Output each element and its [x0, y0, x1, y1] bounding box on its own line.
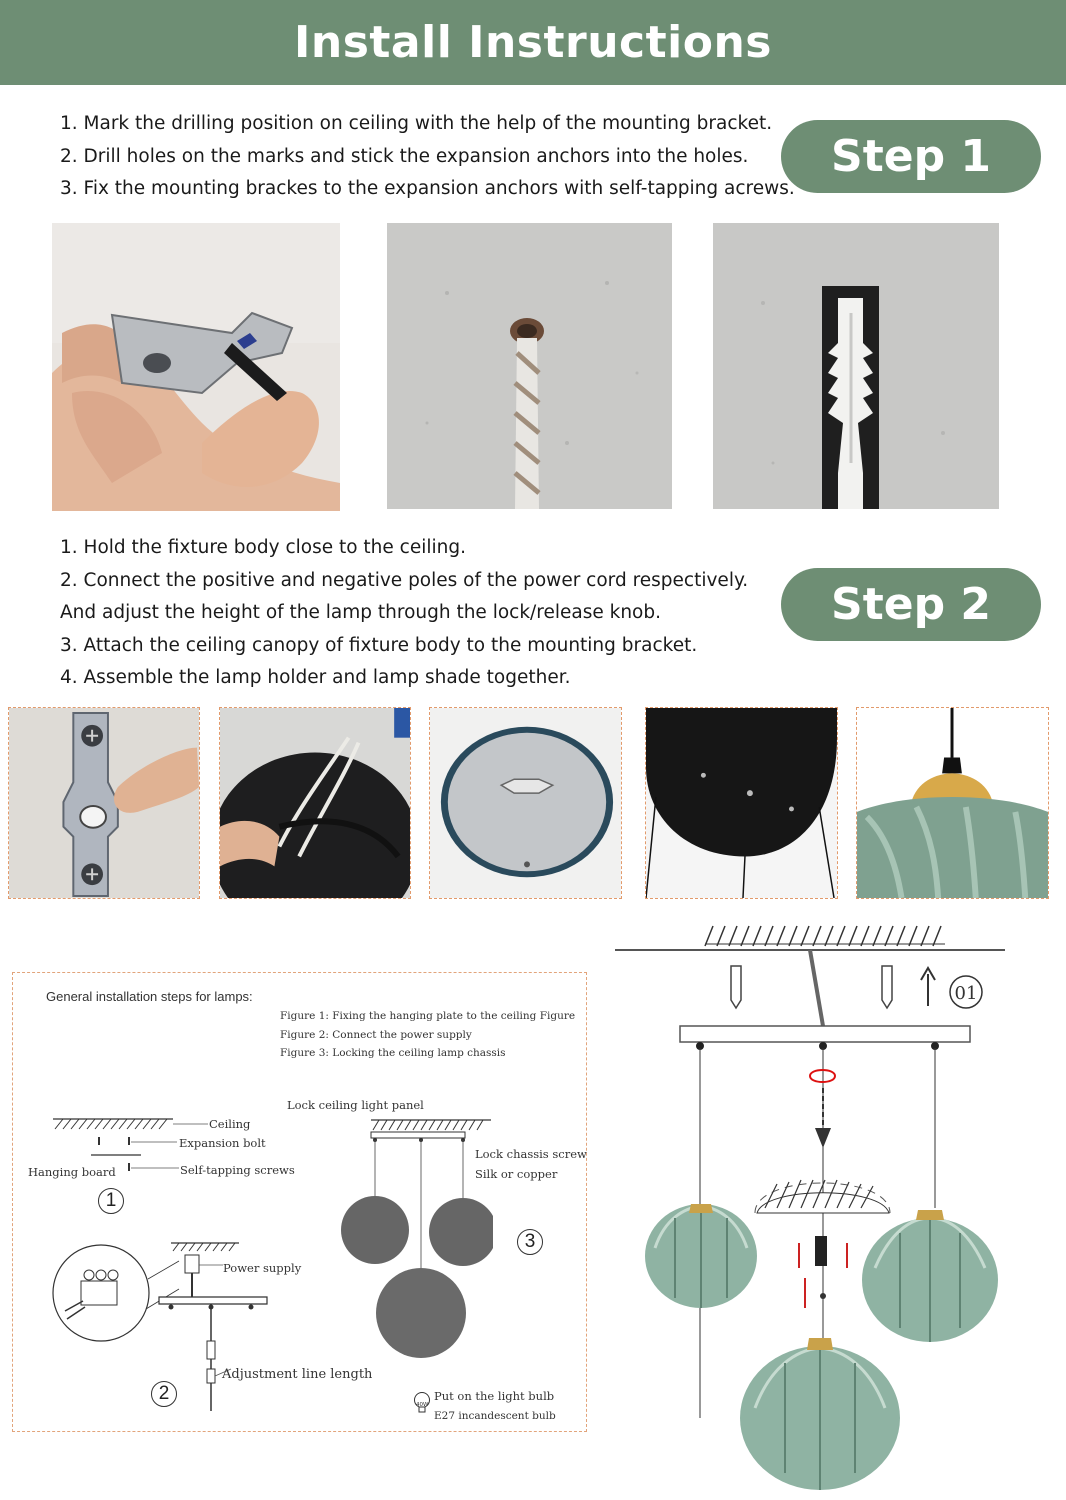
step1-badge: Step 1 [781, 120, 1041, 193]
step1-instructions [60, 108, 795, 206]
figure-number-1: 1 [98, 1188, 124, 1214]
label-expansion-bolt: Expansion bolt [179, 1136, 266, 1150]
step2-line-2: 2. Connect the positive and negative poles of the power cord respectively. [60, 569, 749, 591]
label-hanging-board: Hanging board [28, 1165, 116, 1179]
photo-power-cord [219, 707, 411, 899]
bulb-wattage: 40W [416, 1402, 429, 1408]
page-title: Install Instructions [294, 17, 772, 68]
diagram-heading: General installation steps for lamps: [46, 989, 253, 1004]
step2-line-5: 4. Assemble the lamp holder and lamp shade together. [60, 667, 571, 688]
label-ceiling: Ceiling [209, 1117, 251, 1131]
header-banner [0, 0, 1066, 85]
step2-line-4: 3. Attach the ceiling canopy of fixture body to the mounting bracket. [60, 634, 698, 656]
photo-marking-bracket [52, 223, 340, 511]
step2-line-1: 1. Hold the fixture body close to the ceiling. [60, 537, 466, 558]
figure-caption-3: Figure 3: Locking the ceiling lamp chassis [280, 1047, 506, 1059]
label-bulb-type: E27 incandescent bulb [434, 1410, 556, 1422]
photo-canopy-plate [429, 707, 622, 899]
step1-line-2: 2. Drill holes on the marks and stick the expansion anchors into the holes. [60, 145, 749, 167]
figure-caption-1: Figure 1: Fixing the hanging plate to the ceiling Figure [280, 1010, 576, 1022]
photo-drilling [387, 223, 672, 509]
label-lock-ceiling-panel: Lock ceiling light panel [287, 1098, 424, 1112]
label-power-supply: Power supply [223, 1261, 302, 1275]
photo-bracket-screws [8, 707, 200, 899]
photo-canopy-underside [645, 707, 838, 899]
label-lock-chassis-screw: Lock chassis screw [475, 1147, 587, 1161]
label-silk-or-copper: Silk or copper [475, 1167, 558, 1181]
figure-caption-2: Figure 2: Connect the power supply [280, 1029, 472, 1041]
figure-3-drawing [333, 1118, 493, 1358]
photo-lamp-holder-shade [856, 707, 1049, 899]
step2-line-3: And adjust the height of the lamp through the lock/release knob. [60, 602, 661, 623]
label-put-on-bulb: Put on the light bulb [434, 1389, 555, 1403]
photo-expansion-anchor [713, 223, 999, 509]
step1-line-3: 3. Fix the mounting brackes to the expansion anchors with self-tapping acrews. [60, 178, 795, 199]
figure-number-3: 3 [517, 1229, 543, 1255]
label-self-tapping-screws: Self-tapping screws [180, 1163, 295, 1177]
general-installation-diagram [12, 972, 587, 1432]
label-adjustment-line: Adjustment line length [222, 1367, 373, 1382]
step2-instructions [60, 532, 748, 695]
exploded-marker: 01 [954, 983, 978, 1004]
figure-number-2: 2 [151, 1381, 177, 1407]
step1-line-1: 1. Mark the drilling position on ceiling with the help of the mounting bracket. [60, 113, 773, 134]
exploded-lamp-diagram [605, 918, 1025, 1496]
step2-badge: Step 2 [781, 568, 1041, 641]
